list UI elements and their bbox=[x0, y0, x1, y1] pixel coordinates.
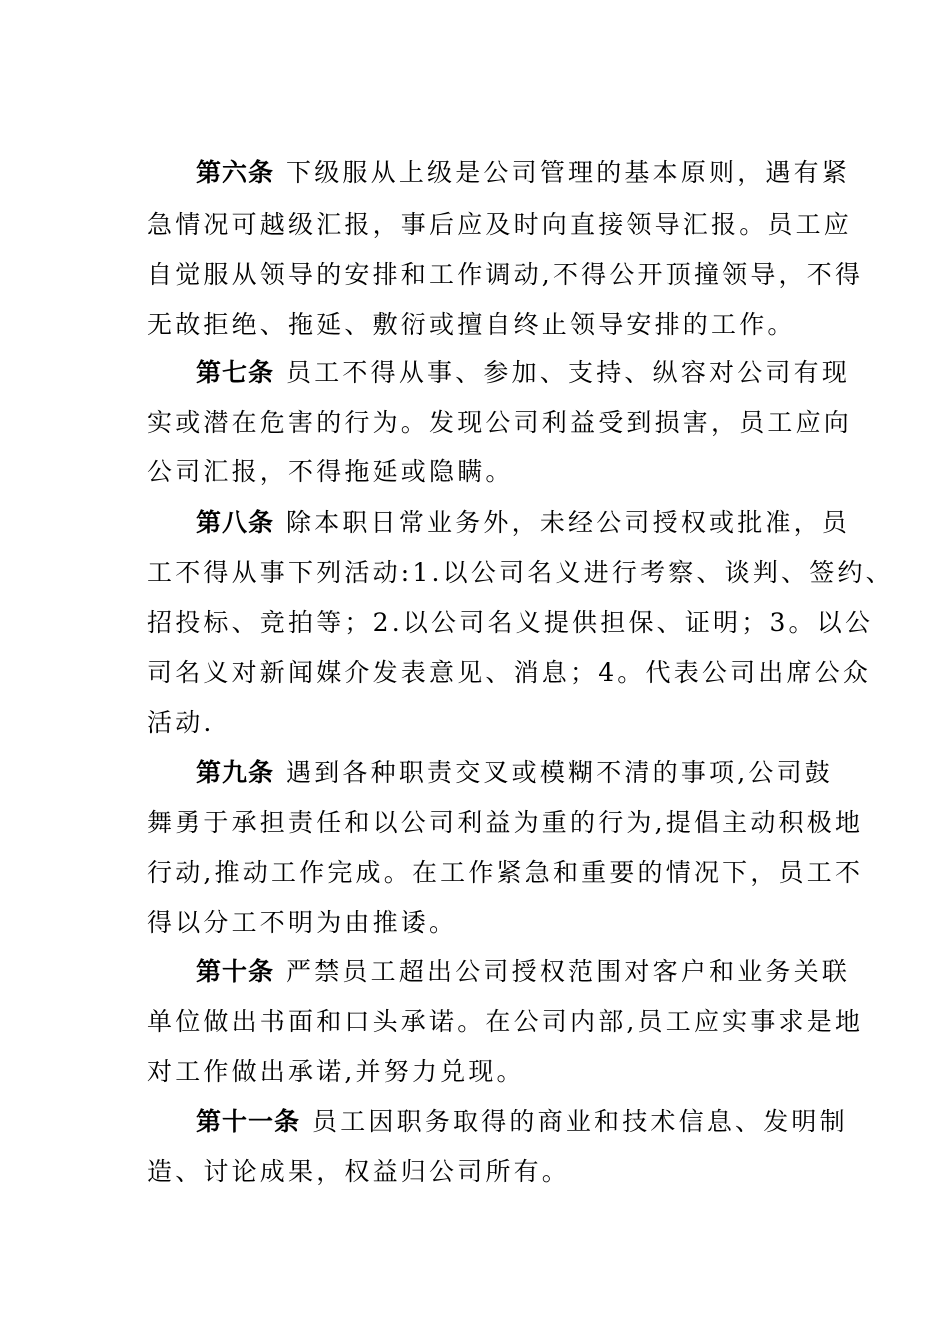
article-11-line-1 bbox=[196, 1107, 848, 1137]
article-7-line-1 bbox=[196, 358, 850, 388]
article-7-line-3: 公司汇报，不得拖延或隐瞒。 bbox=[147, 457, 514, 486]
article-8-heading: 第八条 bbox=[196, 508, 275, 537]
article-6-line-4: 无故拒绝、拖延、敷衍或擅自终止领导安排的工作。 bbox=[147, 310, 796, 339]
article-9-heading: 第九条 bbox=[196, 758, 275, 787]
article-9-line-4: 得以分工不明为由推诿。 bbox=[147, 908, 458, 937]
article-10-line-2: 单位做出书面和口头承诺。在公司内部,员工应实事求是地 bbox=[147, 1007, 864, 1036]
article-6-line-3: 自觉服从领导的安排和工作调动,不得公开顶撞领导，不得 bbox=[147, 260, 864, 289]
article-11-heading: 第十一条 bbox=[196, 1107, 301, 1136]
article-10-heading: 第十条 bbox=[196, 957, 275, 986]
article-10-line-1 bbox=[196, 957, 850, 987]
article-6-line-2: 急情况可越级汇报，事后应及时向直接领导汇报。员工应 bbox=[147, 210, 853, 239]
article-7-heading: 第七条 bbox=[196, 358, 275, 387]
article-9-line-2: 舞勇于承担责任和以公司利益为重的行为,提倡主动积极地 bbox=[147, 808, 864, 837]
article-6-text-1: 下级服从上级是公司管理的基本原则，遇有紧 bbox=[286, 158, 851, 187]
article-6-line-1 bbox=[196, 158, 850, 188]
article-8-text-1: 除本职日常业务外，未经公司授权或批准，员 bbox=[286, 508, 851, 537]
article-7-line-2: 实或潜在危害的行为。发现公司利益受到损害，员工应向 bbox=[147, 408, 853, 437]
article-10-text-1: 严禁员工超出公司授权范围对客户和业务关联 bbox=[286, 957, 851, 986]
article-8-line-5: 活动. bbox=[147, 708, 215, 737]
article-10-line-3: 对工作做出承诺,并努力兑现。 bbox=[147, 1057, 525, 1086]
article-8-line-4: 司名义对新闻媒介发表意见、消息；4。代表公司出席公众 bbox=[147, 658, 872, 687]
article-11-text-1: 员工因职务取得的商业和技术信息、发明制 bbox=[312, 1107, 848, 1136]
article-11-line-2: 造、讨论成果，权益归公司所有。 bbox=[147, 1157, 571, 1186]
article-9-line-1 bbox=[196, 758, 833, 788]
article-6-heading: 第六条 bbox=[196, 158, 275, 187]
article-9-line-3: 行动,推动工作完成。在工作紧急和重要的情况下，员工不 bbox=[147, 858, 864, 887]
article-8-line-3: 招投标、竞拍等；2.以公司名义提供担保、证明；3。以公 bbox=[147, 608, 874, 637]
article-8-line-2: 工不得从事下列活动:1.以公司名义进行考察、谈判、签约、 bbox=[147, 558, 894, 587]
article-7-text-1: 员工不得从事、参加、支持、纵容对公司有现 bbox=[286, 358, 851, 387]
article-9-text-1: 遇到各种职责交叉或模糊不清的事项,公司鼓 bbox=[286, 758, 833, 787]
article-8-line-1 bbox=[196, 508, 850, 538]
